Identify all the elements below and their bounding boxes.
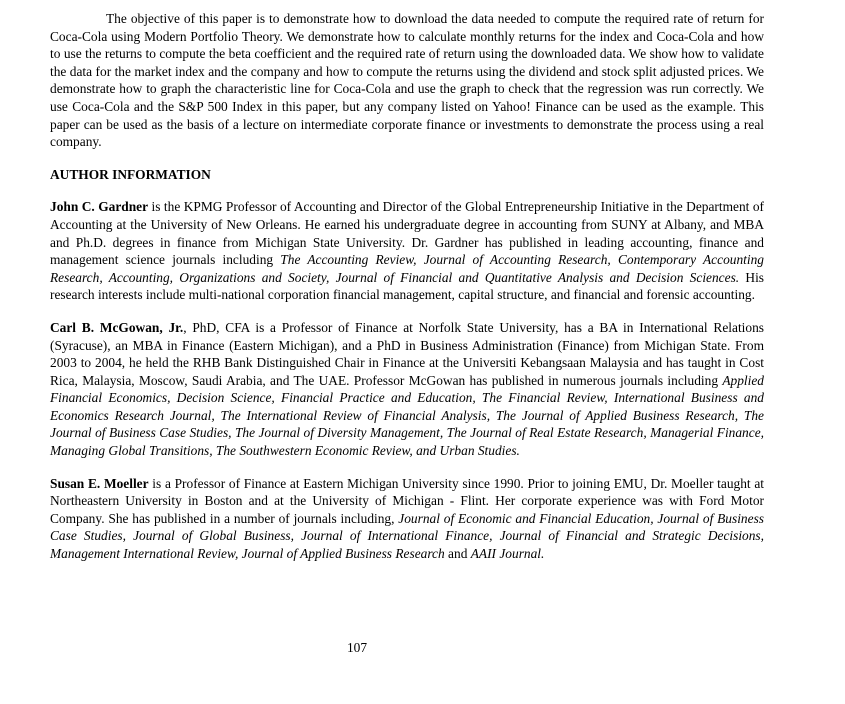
intro-paragraph: The objective of this paper is to demonstrate how to download the data needed to compute the required rate of return for Coca-Cola using Modern Portfolio Theory. We demonstrate how to calculate monthly returns for the index and Coca-Cola and how to use the returns to compute the beta coefficient and the required rate of return using the downloaded data. We show how to validate the data for the market index and the company and how to compute the returns using the dividend and stock split adjusted prices. We demonstrate how to graph the characteristic line for Coca-Cola and use the graph to check that the regression was run correctly. We use Coca-Cola and the S&P 500 Index in this paper, but any company listed on Yahoo! Finance can be used as the example. This paper can be used as the basis of a lecture on intermediate corporate finance or investments to demonstrate the process using a real company. bbox=[50, 11, 764, 150]
bio-text: , PhD, CFA is a Professor of Finance at Norfolk State University, has a BA in International Relations (Syracuse), an MBA in Finance (Eastern Michigan), and a PhD in Business Administration (Finance) from Michigan State. From 2003 to 2004, he held the RHB Bank Distinguished Chair in Finance at the Universiti Kebangsaan Malaysia and has taught in Cost Rica, Malaysia, Moscow, Saudi Arabia, and The UAE. Professor McGowan has published in numerous journals including bbox=[50, 319, 765, 388]
bio-text: and bbox=[444, 546, 471, 562]
author-information-heading: AUTHOR INFORMATION bbox=[50, 166, 211, 182]
page-number: 107 bbox=[346, 640, 368, 655]
author-name: Carl B. McGowan, Jr. bbox=[50, 319, 184, 335]
author-name: John C. Gardner bbox=[50, 199, 149, 215]
bio-text: is the KPMG Professor of Accounting and Director of the Global Entrepreneurship Initiative in the Department of Accounting at the University of New Orleans. He earned his undergraduate degree in accounting from SUNY at Albany, and MBA and Ph.D. degrees in finance from Michigan State University. Dr. Gardner has published in leading accounting, finance and management science journals including bbox=[50, 199, 764, 268]
journal-list: Applied Financial Economics, Decision Science, Financial Practice and Education, The Financial Review, International Business and Economics Research Journal, The International Review of Financial Analysis, The Journal of Applied Business Research, The Journal of Business Case Studies, The Journal of Diversity Management, The Journal of Real Estate Research, Managerial Finance, Managing Global Transitions, The Southwestern Economic Review, and Urban Studies. bbox=[50, 372, 764, 459]
bio-moeller bbox=[50, 475, 764, 563]
bio-text: is a Professor of Finance at Eastern Michigan University since 1990. Prior to joining EMU, Dr. Moeller taught at Northeastern University in Boston and at the University of Michigan - Flint. Her corporate experience was with Ford Motor Company. She has published in a number of journals including, bbox=[50, 475, 765, 526]
journal-name: AAII Journal. bbox=[470, 546, 545, 562]
paper-page bbox=[50, 10, 764, 578]
bio-mcgowan bbox=[50, 319, 764, 460]
bio-text: His research interests include multi-national corporation financial management, capital structure, and financial and forensic accounting. bbox=[50, 269, 765, 303]
journal-list: Journal of Economic and Financial Education, Journal of Business Case Studies, Journal of Global Business, Journal of International Finance, Journal of Financial and Strategic Decisions, Management International Review, Journal of Applied Business Research bbox=[50, 510, 764, 562]
journal-list: The Accounting Review, Journal of Accounting Research, Contemporary Accounting Research, Accounting, Organizations and Society, Journal of Financial and Quantitative Analysis and Decision Sciences. bbox=[50, 252, 764, 285]
author-name: Susan E. Moeller bbox=[50, 475, 149, 491]
bio-gardner bbox=[50, 198, 764, 304]
